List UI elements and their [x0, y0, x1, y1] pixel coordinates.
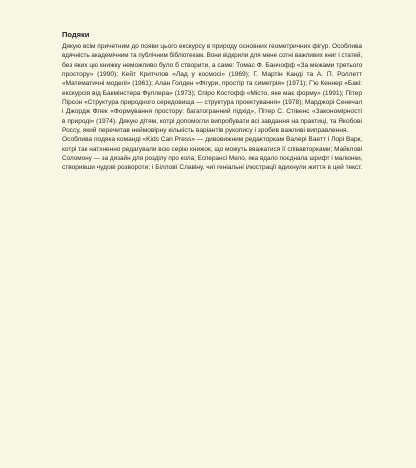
paragraph-line: і Джордж Флек «Формування простору: багатогранний підхід», Пітер С. Стівенс «Закономірності — [62, 108, 362, 116]
paragraph-line: вдячність академічним та публічним бібліотекам. Вони відкрили для мене сотні важливих книг і статей, — [62, 52, 363, 60]
section-heading: Подяки — [62, 30, 90, 39]
paragraph-line: котрі так натхненно редагували всю серію книжок, що можуть вважатися її співавторками; Майклові — [62, 145, 362, 153]
paragraph-line: в природі» (1974). Дякую дітям, котрі допомогли випробувати всі завдання на практиці, та Якобові — [62, 117, 362, 125]
paragraph-line: екскурсія від Бакмінстера Фуллера» (1973); Спіро Костофф «Місто, яке має форму» (1991); Пітер — [62, 89, 362, 97]
paragraph-line: Соломону — за дизайн для розділу про кола; Есперансі Мело, яка вдало поєднала шрифт і малюнки, — [62, 155, 363, 163]
paragraph-line: «Математичні моделі» (1961); Алан Голден «Фігури, простір та симетрія» (1971); Г'ю Кеннер «Бакі: — [62, 80, 362, 88]
paragraph-line: Дякую всім причетним до появи цього екскурсу в природу основних геометричних фігур. Особлива — [62, 43, 362, 50]
paragraph-line: Россу, який перечитав неймовірну кількість варіантів рукопису і зробив важливі виправлення. — [62, 127, 349, 135]
acknowledgements-paragraph — [62, 42, 362, 173]
paragraph-line: простору» (1990); Кейт Критчлов «Лад у космосі» (1969); Г. Мартін Канді та А. П. Роллетт — [62, 71, 362, 79]
paragraph-line: створивши чудові розвороти; і Білловї Славіну, чиї геніальні ілюстрації вдихнули життя в цей текст. — [62, 164, 363, 172]
paragraph-line: Пірсон «Структура природного середовища — структура проектування» (1978); Марджорі Сенечал — [62, 99, 363, 107]
paragraph-line: без яких цю книжку неможливо було б створити, а саме: Томас Ф. Банчофф «За межами третього — [62, 61, 363, 69]
paragraph-line: Особлива подяка команді «Kids Can Press» — дивовижним редакторкам Валері Ваетт і Лорі Варк, — [62, 136, 363, 144]
